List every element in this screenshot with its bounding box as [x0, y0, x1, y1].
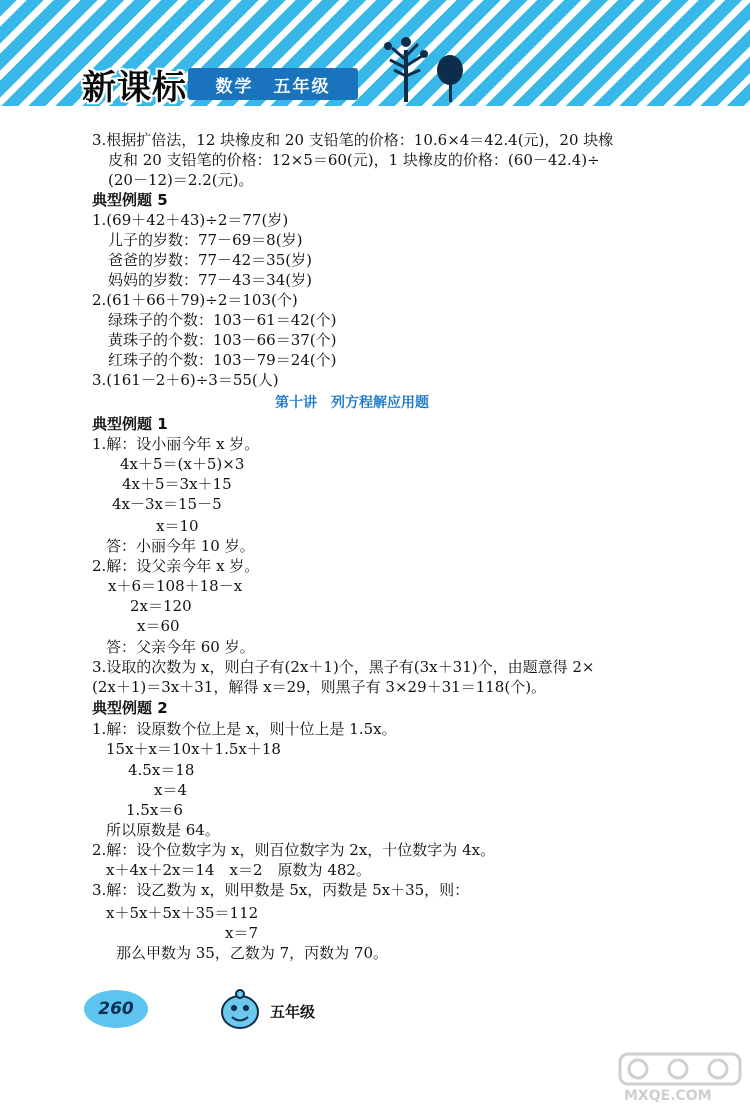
- text-line: 妈妈的岁数：77－43＝34(岁): [108, 271, 312, 289]
- mascot-face-icon: [218, 988, 262, 1032]
- text-line: 1.(69＋42＋43)÷2＝77(岁): [92, 211, 289, 229]
- text-line: x＋4x＋2x＝14 x＝2 原数为 482。: [106, 861, 371, 879]
- text-line: 2.解：设个位数字为 x，则百位数字为 2x，十位数字为 4x。: [92, 841, 496, 859]
- text-line: 所以原数是 64。: [106, 821, 220, 839]
- subject-label: 数学: [215, 76, 254, 97]
- text-line: x＝4: [154, 781, 188, 799]
- text-line: 3.(161－2＋6)÷3＝55(人): [92, 371, 279, 389]
- tree-illustration-icon: [382, 30, 472, 102]
- watermark-logo: [618, 1052, 746, 1104]
- grade-label: 五年级: [273, 76, 331, 97]
- text-line: (2x＋1)＝3x＋31，解得 x＝29，则黑子有 3×29＋31＝118(个)。: [92, 678, 547, 696]
- text-line: x＋5x＋5x＋35＝112: [106, 904, 259, 922]
- section-heading: 典型例题 5: [92, 191, 168, 209]
- section-heading: 典型例题 1: [92, 415, 168, 433]
- text-line: 绿珠子的个数：103－61＝42(个): [108, 311, 337, 329]
- text-line: 儿子的岁数：77－69＝8(岁): [108, 231, 303, 249]
- brand-title: 新课标: [82, 68, 187, 106]
- text-line: 2.解：设父亲今年 x 岁。: [92, 557, 260, 575]
- text-line: 1.解：设原数个位上是 x，则十位上是 1.5x。: [92, 720, 397, 738]
- text-line: x＋6＝108＋18－x: [108, 577, 243, 595]
- subject-tag: [188, 68, 358, 100]
- text-line: 1.5x＝6: [126, 801, 183, 819]
- text-line: 1.解：设小丽今年 x 岁。: [92, 435, 260, 453]
- text-line: 3.根据扩倍法，12 块橡皮和 20 支铅笔的价格：10.6×4＝42.4(元)，20 块橡: [92, 131, 614, 149]
- page-header: [0, 0, 750, 106]
- text-line: 4x＋5＝(x＋5)×3: [120, 455, 245, 473]
- text-line: x＝10: [156, 517, 199, 535]
- footer-grade-label: 五年级: [270, 1003, 316, 1021]
- text-line: 3.解：设乙数为 x，则甲数是 5x，丙数是 5x＋35，则：: [92, 881, 470, 899]
- text-line: 4x－3x＝15－5: [112, 495, 222, 513]
- text-line: 皮和 20 支铅笔的价格：12×5＝60(元)，1 块橡皮的价格：(60－42.4)÷: [108, 151, 600, 169]
- text-line: x＝60: [137, 617, 180, 635]
- text-line: 3.设取的次数为 x，则白子有(2x＋1)个，黑子有(3x＋31)个，由题意得 2×: [92, 658, 595, 676]
- text-line: 2.(61＋66＋79)÷2＝103(个): [92, 291, 298, 309]
- text-line: (20－12)＝2.2(元)。: [108, 171, 254, 189]
- text-line: 那么甲数为 35，乙数为 7，丙数为 70。: [116, 944, 389, 962]
- text-line: 答：父亲今年 60 岁。: [106, 638, 255, 656]
- chapter-title: 第十讲 列方程解应用题: [275, 395, 429, 411]
- text-line: 4.5x＝18: [128, 761, 195, 779]
- text-line: 红珠子的个数：103－79＝24(个): [108, 351, 337, 369]
- text-line: 答：小丽今年 10 岁。: [106, 537, 255, 555]
- text-line: x＝7: [225, 924, 259, 942]
- text-line: 2x＝120: [130, 597, 192, 615]
- text-line: 4x＋5＝3x＋15: [122, 475, 232, 493]
- watermark-url: MXQE.COM: [624, 1088, 712, 1104]
- text-line: 15x＋x＝10x＋1.5x＋18: [106, 740, 281, 758]
- text-line: 黄珠子的个数：103－66＝37(个): [108, 331, 337, 349]
- text-line: 爸爸的岁数：77－42＝35(岁): [108, 251, 312, 269]
- page-number-badge: [84, 990, 148, 1028]
- section-heading: 典型例题 2: [92, 699, 168, 717]
- page-number: 260: [98, 999, 134, 1019]
